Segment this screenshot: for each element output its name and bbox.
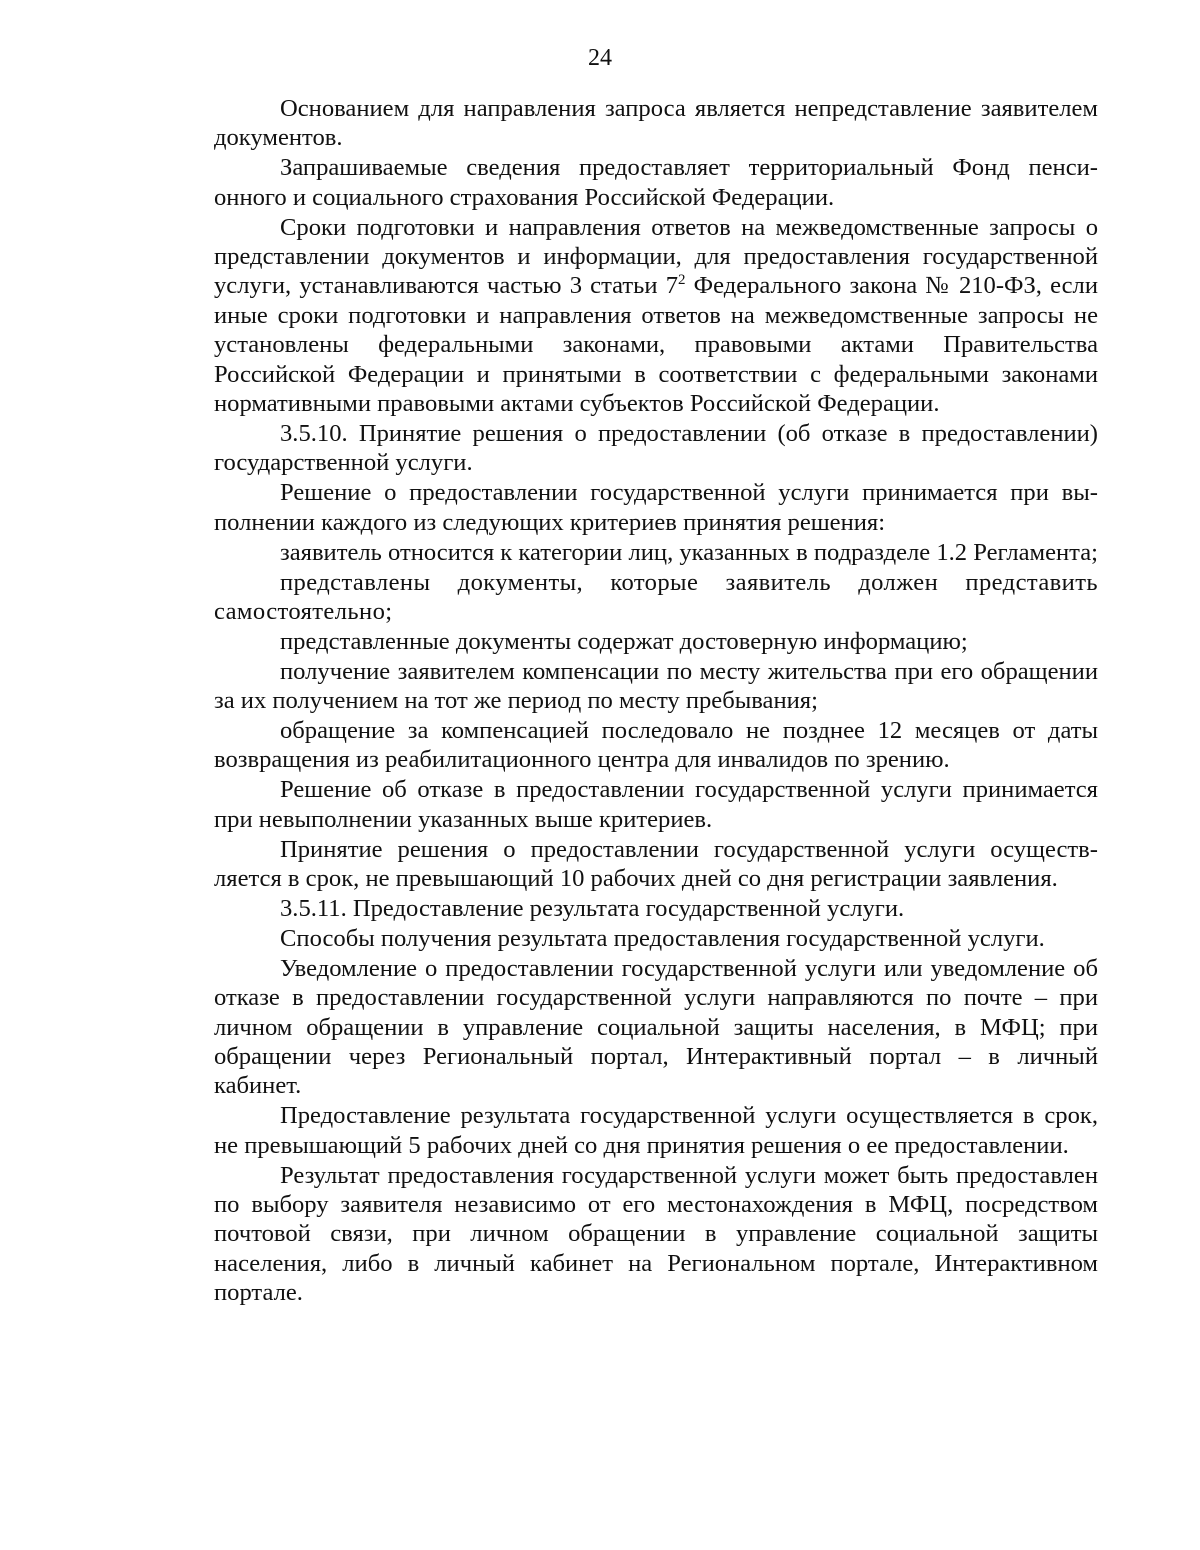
paragraph-notification-delivery: Уведомление о предоставлении государственной услуги или уведомление об отказе в предоставлении государственной услуги направляются по почте – при личном обращении в управление социальной защиты населения, в МФЦ; при обращении через Региональный портал, Интерактивный портал – в личный кабинет. — [214, 954, 1098, 1100]
article-superscript: 2 — [678, 272, 686, 289]
criterion-compensation-residence: получение заявителем компенсации по месту жительства при его обращении за их получением на тот же период по месту пребывания; — [214, 657, 1098, 715]
criterion-reliable-information: представленные документы содержат достоверную информацию; — [280, 627, 968, 655]
paragraph-result-methods: Способы получения результата предоставления государственной услуги. — [280, 924, 1045, 952]
criterion-documents-submitted: представлены документы, которые заявитель должен представить самостоятельно; — [214, 568, 1098, 625]
deadlines-text-start: Сроки подготовки и направления ответов на межведомственные запросы о представлении документов и информации, для предоставления государственной услуги, устанавливаются частью 3 статьи 7 — [214, 213, 1098, 300]
page-number: 24 — [588, 45, 612, 71]
paragraph-decision-term: Принятие решения о предоставлении государственной услуги осуществляется в срок, не превышающий 10 рабочих дней со дня регистрации заявления. — [214, 835, 1098, 893]
paragraph-requested-info: Запрашиваемые сведения предоставляет территориальный Фонд пенсионного и социального страхования Российской Федерации. — [214, 154, 1098, 211]
paragraph-response-deadlines — [214, 213, 1098, 419]
paragraph-result-term: Предоставление результата государственной услуги осуществляется в срок, не превышающий 5 рабочих дней со дня принятия решения о ее предоставлении. — [214, 1102, 1098, 1159]
section-heading-3-5-11: 3.5.11. Предоставление результата государственной услуги. — [280, 894, 905, 922]
deadlines-text-end: Федерального закона № 210-ФЗ, если иные сроки подготовки и направления ответов на межведомственные запросы не установлены федеральными законами, правовыми актами Правительства Российской Федерации и принятыми в соответствии с федеральными законами нормативными правовыми актами субъектов Российской Федерации. — [214, 272, 1098, 418]
section-heading-3-5-10: 3.5.10. Принятие решения о предоставлении (об отказе в предоставлении) государственной услуги. — [214, 419, 1098, 477]
criterion-compensation-12-months: обращение за компенсацией последовало не позднее 12 месяцев от даты возвращения из реабилитационного центра для инвалидов по зрению. — [214, 717, 1098, 774]
paragraph-refusal-decision: Решение об отказе в предоставлении государственной услуги принимается при невыполнении указанных выше критериев. — [214, 776, 1098, 833]
paragraph-request-basis: Основанием для направления запроса является непредставление заявителем документов. — [214, 95, 1098, 152]
document-body — [214, 94, 1098, 1308]
paragraph-decision-criteria: Решение о предоставлении государственной услуги принимается при выполнении каждого из следующих критериев принятия решения: — [214, 479, 1098, 536]
paragraph-result-channels: Результат предоставления государственной услуги может быть предоставлен по выбору заявителя независимо от его местонахождения в МФЦ, посредством почтовой связи, при личном обращении в управление социальной защиты населения, либо в личный кабинет на Региональном портале, Интерактивном портале. — [214, 1161, 1098, 1307]
criterion-applicant-category: заявитель относится к категории лиц, указанных в подразделе 1.2 Регламента; — [280, 538, 1098, 566]
